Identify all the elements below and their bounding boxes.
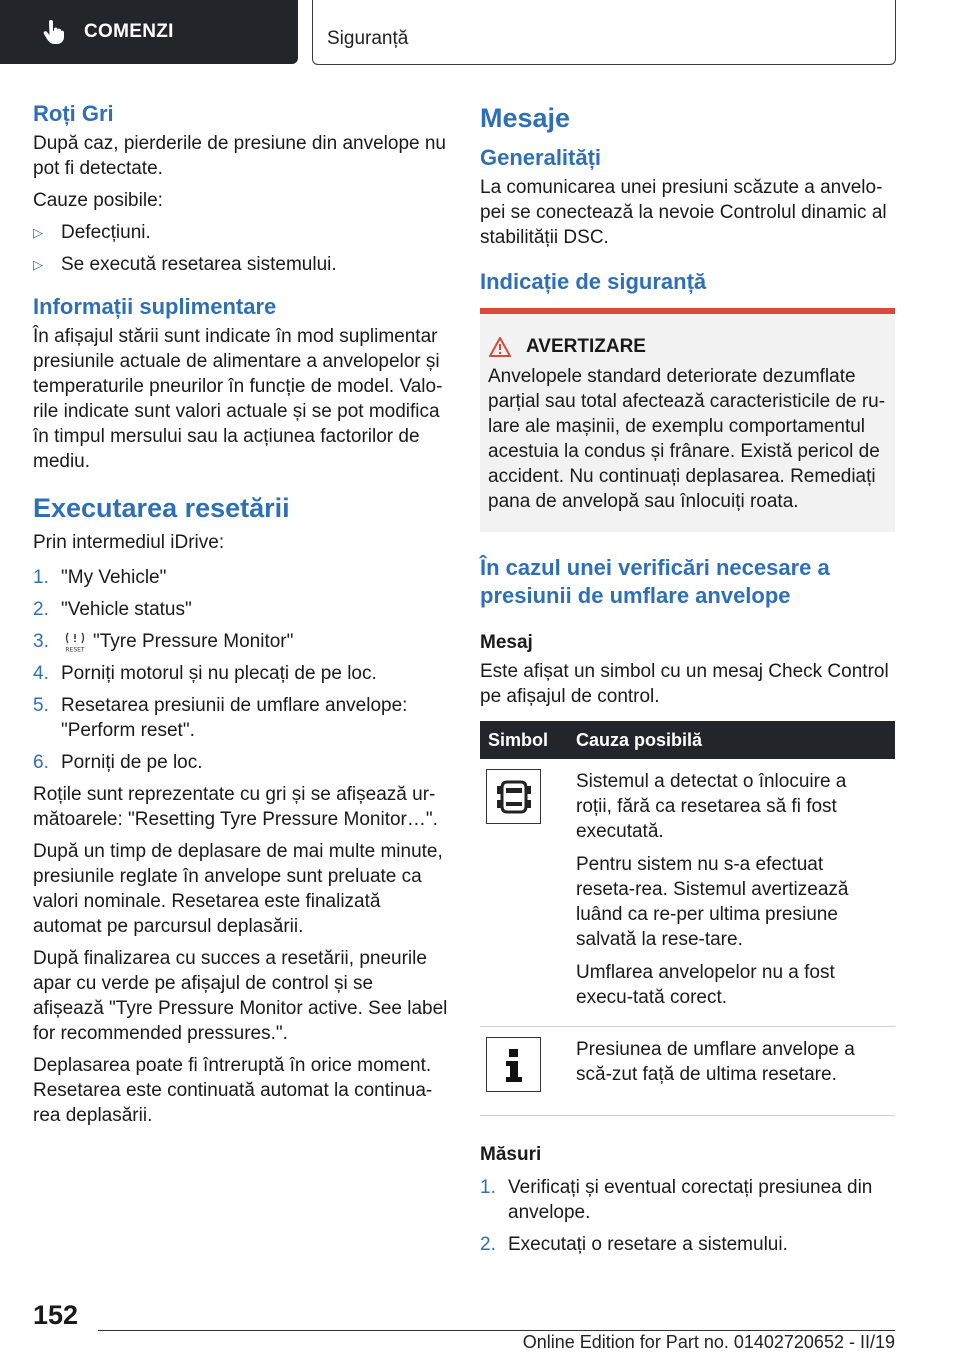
heading-safety: Indicație de siguranță <box>480 269 707 294</box>
info-icon <box>486 1037 541 1092</box>
symbol-table <box>480 721 895 1116</box>
paragraph: Roțile sunt reprezentate cu gri și se afișează ur-mătoarele: "Resetting Tyre Pressure Monitor…". <box>33 784 438 830</box>
paragraph: După un timp de deplasare de mai multe minute, presiunile reglate în anvelope sunt preluate ca valori nominale. Resetarea este finalizată automat pe parcursul deplasării. <box>33 841 443 937</box>
list-item: 6. Porniți de pe loc. <box>33 752 203 773</box>
chapter-label: COMENZI <box>84 21 174 42</box>
hand-touch-icon <box>40 19 66 45</box>
list-item: ▷ Se execută resetarea sistemului. <box>33 254 337 275</box>
paragraph: În afișajul stării sunt indicate în mod suplimentar presiunile actuale de alimentare a anvelopelor și temperaturile pneurilor în funcție de model. Valo-rile indicate sunt valori actuale și se pot modifica în timpul mersului sau la acțiunea factorilor de mediu. <box>33 326 443 472</box>
table-header-symbol: Simbol <box>480 721 568 759</box>
heading-check-pressure: În cazul unei verificări necesare a presiunii de umflare anvelope <box>480 555 830 608</box>
list-item: 2. "Vehicle status" <box>33 599 192 620</box>
paragraph: La comunicarea unei presiuni scăzute a anvelo-pei se conectează la nevoie Controlul dinamic al stabilității DSC. <box>480 177 887 248</box>
footer-divider <box>98 1330 895 1331</box>
list-item: ▷ Defecțiuni. <box>33 222 151 243</box>
svg-text:RESET: RESET <box>65 646 85 653</box>
list-item: 3. RESET "Tyre Pressure Monitor" <box>33 631 294 653</box>
list-item: 5. Resetarea presiunii de umflare anvelope: "Perform reset". <box>33 695 408 741</box>
heading-message: Mesaj <box>480 632 533 653</box>
heading-general: Generalități <box>480 145 602 170</box>
triangle-bullet-icon: ▷ <box>33 257 43 272</box>
tpm-reset-icon <box>63 631 87 653</box>
page-number: 152 <box>33 1300 79 1330</box>
car-tyre-icon <box>486 769 541 824</box>
reset-steps <box>33 565 448 775</box>
heading-measures: Măsuri <box>480 1144 542 1165</box>
paragraph: Prin intermediul iDrive: <box>33 532 225 553</box>
warning-box <box>480 308 895 532</box>
warning-title: AVERTIZARE <box>526 336 646 357</box>
paragraph: Este afișat un simbol cu un mesaj Check Control pe afișajul de control. <box>480 661 889 707</box>
list-item: 4. Porniți motorul și nu plecați de pe loc. <box>33 663 377 684</box>
table-row: Presiunea de umflare anvelope a scă-zut față de ultima resetare. <box>480 1027 895 1116</box>
heading-grey-wheels: Roți Gri <box>33 101 114 126</box>
right-column <box>480 100 895 1264</box>
measures-list <box>480 1175 895 1257</box>
left-column <box>33 100 448 1135</box>
paragraph: După finalizarea cu succes a resetării, pneurile apar cu verde pe afișajul de control și se afișează "Tyre Pressure Monitor active. See label for recommended pressures.". <box>33 948 448 1044</box>
triangle-bullet-icon: ▷ <box>33 225 43 240</box>
paragraph: După caz, pierderile de presiune din anvelope nu pot fi detectate. <box>33 133 446 179</box>
table-row: Sistemul a detectat o înlocuire a roții, fără ca resetarea să fi fost executată. Pentru sistem nu s-a efectuat reseta-rea. Sistemul avertizează luând ca re-per ultima presiune salvată la rese-tare. Umflarea anvelopelor nu a fost execu-tată corect. <box>480 759 895 1027</box>
footer-edition: Online Edition for Part no. 01402720652 - II/19 <box>522 1332 895 1352</box>
list-item: 2. Executați o resetare a sistemului. <box>480 1234 788 1255</box>
list-item: 1. Verificați și eventual corectați presiunea din anvelope. <box>480 1177 873 1223</box>
heading-additional-info: Informații suplimentare <box>33 294 277 319</box>
paragraph: Cauze posibile: <box>33 190 163 211</box>
heading-messages: Mesaje <box>480 103 571 133</box>
list-item: 1. "My Vehicle" <box>33 567 167 588</box>
warning-text: Anvelopele standard deteriorate dezumflate parțial sau total afectează caracteristicile de ru-lare ale mașinii, de exemplu comportamentul acestuia la condus și frânare. Există pericol de accident. Nu continuați deplasarea. Remediați pana de anvelopă sau înlocuiți roata. <box>488 366 886 512</box>
heading-reset: Executarea resetării <box>33 493 290 523</box>
chapter-tab <box>0 0 298 64</box>
table-header-cause: Cauza posibilă <box>568 721 895 759</box>
section-title: Siguranță <box>312 0 896 65</box>
paragraph: Deplasarea poate fi întreruptă în orice moment. Resetarea este continuată automat la continua-rea deplasării. <box>33 1055 433 1126</box>
causes-list <box>33 220 448 277</box>
warning-triangle-icon <box>488 336 512 358</box>
